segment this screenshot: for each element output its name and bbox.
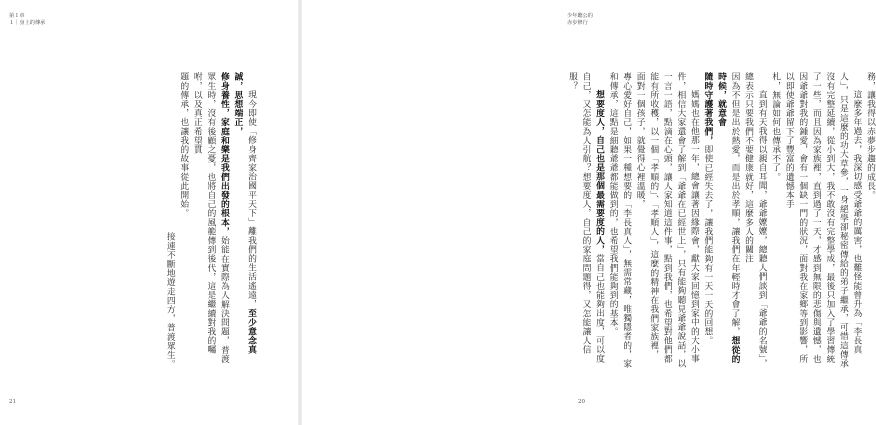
right-page xyxy=(300,0,875,425)
paragraph: 媽媽也在他那一年，總會讓著因緣際會，獻大家回憶到家中的大小事件，相信大家還會了解到「爺爺在已經世上」，只有能夠聽見爺爺說話，以一言一語，點滴在心頭，讓人家知道這件事，點到我們，也希望對他們都能有所收穫，以一個「孝順的」、「孝順人」，這麼的精神在我們家族裡，面對一個孩子，就覺得心裡溫暖， xyxy=(634,72,699,368)
book-title-line-1: 少年聽公的 xyxy=(567,13,593,19)
page-number-left: 21 xyxy=(9,399,16,405)
paragraph: 務，讓我得以赤夢步趨的成長。 xyxy=(865,72,875,200)
left-body-text xyxy=(52,72,257,368)
right-body-text xyxy=(566,72,876,368)
bold-text: 修身養性，家庭和樂是我們出發的根本， xyxy=(218,72,229,236)
section-label: １｜身上的傳承 xyxy=(9,19,46,26)
running-head-left xyxy=(9,13,45,26)
text-run: 即使已經失去了，讓我們能夠有一天一天的回想。 xyxy=(702,144,713,346)
paragraph: 這麼多年過去，我深切感受爺爺的厲害，也難怪能曾升為「李長真人」，只是這麼的功大草參，一身絕學卻秘密傳給的弟子繼承，可惜這傳承沒有完整延續，從小到大，我不敢沒有完整學成，最後只加入了學習傳統了一些，而且因為家族裡，直到過了一天，才感到無限的悲傷與遺憾，也因爺爺對我的鍾愛，會有一個缺一門的狀況，面對我在家鄉等到影響，所以即使爺爺留下了豐富的遺憾本手 xyxy=(783,72,862,368)
paragraph xyxy=(700,72,714,368)
paragraph xyxy=(230,72,257,368)
paragraph: 專心愛好自己，如果一種想要的「李長真人」，無需常藏，唯獨隱者的，家和傳承，這點是細聽爺爺都能做到的，也希望我們能夠到的基本。 xyxy=(607,72,632,368)
bold-text: 至少意念真誠，思想端正， xyxy=(232,72,256,354)
running-head-right xyxy=(567,13,593,26)
paragraph xyxy=(564,72,605,368)
chapter-label: 第１章 xyxy=(9,13,25,19)
bold-text: 隨時守護著我們， xyxy=(702,72,713,145)
book-title-line-2: 赤步修行 xyxy=(567,19,588,26)
text-run: 當自己也能夠出度，可以度自己，又怎能為人引航？想要度人，自己的家庭問題得，又怎能讓人信服？ xyxy=(566,72,605,363)
text-run: 始能在實際為人解決問題，普渡眾生時，沒有後顧之憂，也將自己的風範傳到後代，這是繼續對我的囑咐，以及真正希望貫 xyxy=(191,72,229,364)
closing-line: 接連不斷地遊走四方，普渡眾生。 xyxy=(164,231,175,368)
bold-text: 想要度人，自己也是那個最需要度的人， xyxy=(594,89,605,254)
paragraph: 直到有天我得以親自耳聞，爺爺嬤嬤，總聽人們談到「爺爺的名號」，總表示只要我們不要健康就好，這麼多人的關注 xyxy=(743,72,767,368)
text-run: 因為不但是出於熱愛，而是出於孝順，讓我們在年輕時才會了解， xyxy=(729,72,740,336)
paragraph: 題的傳承，也讓我的故事從此開始。 xyxy=(178,72,189,218)
bold-text: 想從的時候，就意會 xyxy=(715,72,740,364)
left-page xyxy=(0,0,300,425)
text-run: 現今即使「修身齊家治國平天下」離我們的生活遙遠， xyxy=(246,89,256,308)
paragraph xyxy=(189,72,230,368)
page-number-right: 20 xyxy=(578,399,585,405)
paragraph xyxy=(713,72,740,368)
paragraph: 札，無論如何也傳承不了。 xyxy=(770,72,781,182)
